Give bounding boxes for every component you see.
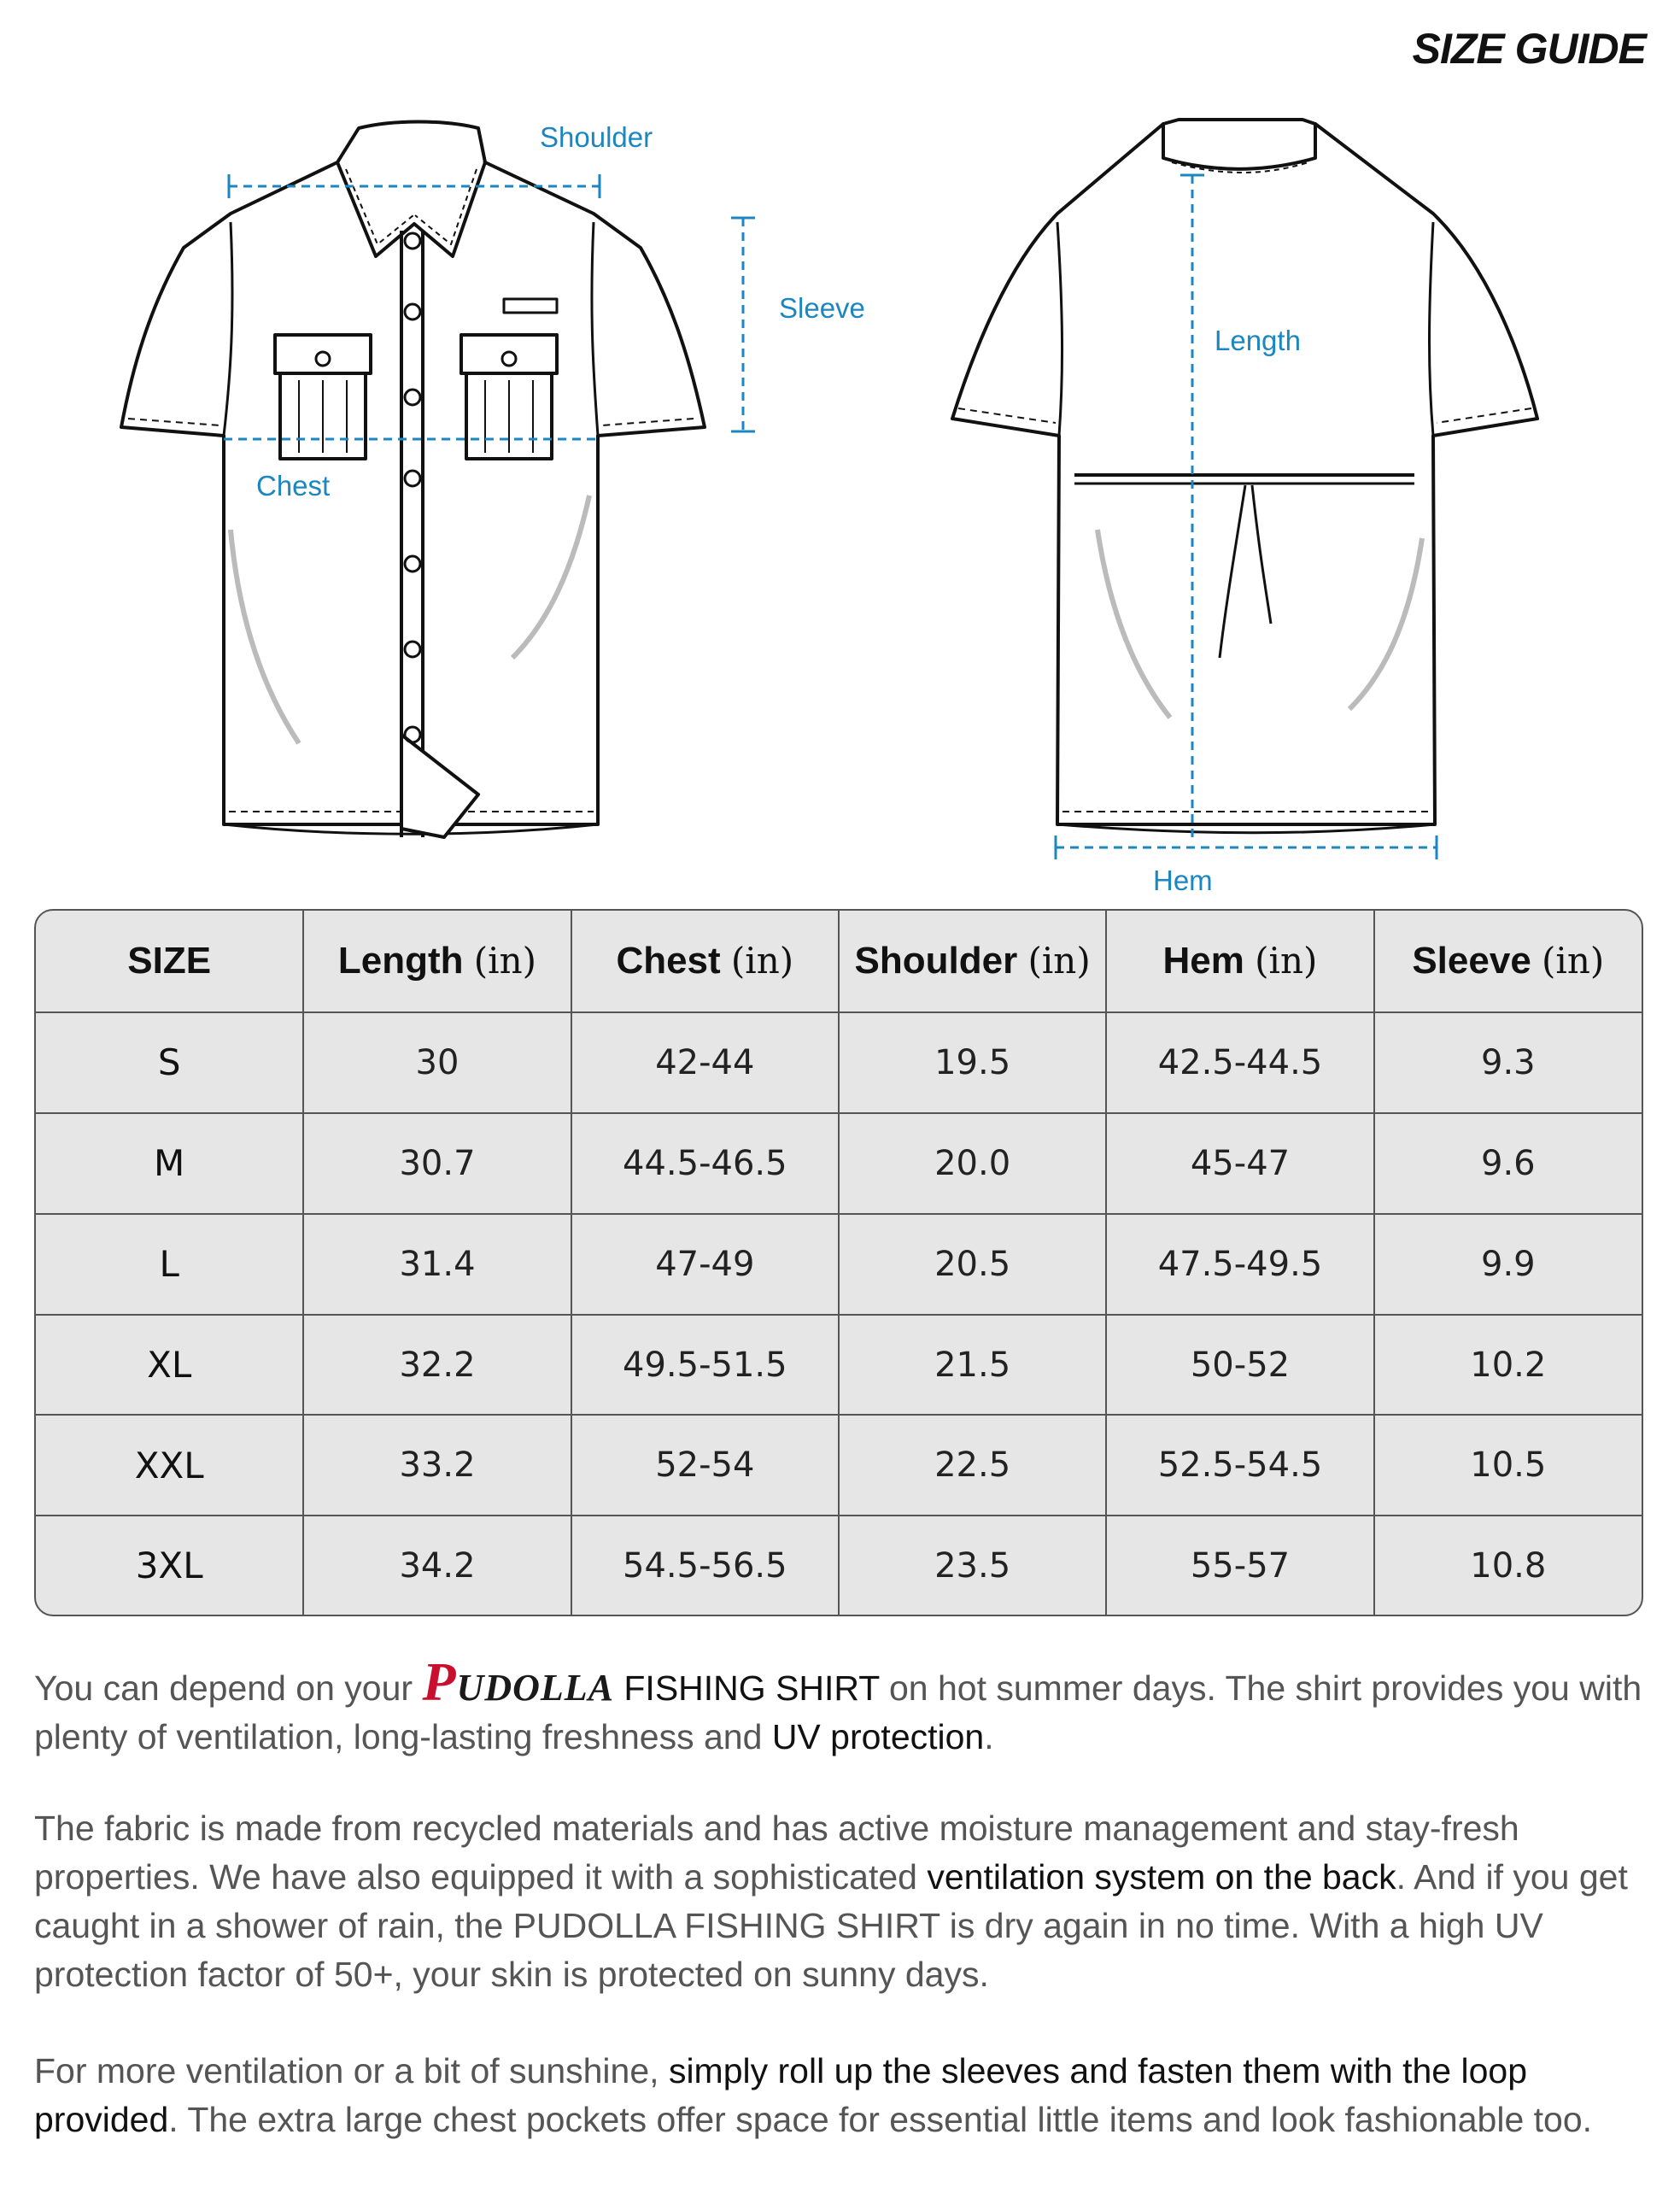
- shoulder-cell: 20.5: [839, 1214, 1106, 1315]
- length-cell: 32.2: [303, 1315, 571, 1416]
- sleeve-label: Sleeve: [779, 292, 865, 324]
- size-cell: L: [36, 1214, 303, 1315]
- hem-cell: 52.5-54.5: [1106, 1415, 1373, 1516]
- chest-label: Chest: [256, 470, 331, 501]
- table-row: [36, 1113, 1642, 1214]
- shoulder-label: Shoulder: [540, 121, 653, 153]
- shoulder-cell: 22.5: [839, 1415, 1106, 1516]
- chest-cell: 54.5-56.5: [571, 1516, 839, 1615]
- sleeve-cell: 10.8: [1470, 1545, 1547, 1586]
- size-cell: XL: [36, 1315, 303, 1416]
- shoulder-cell: 19.5: [839, 1012, 1106, 1113]
- front-shirt-illustration: [121, 122, 705, 838]
- chest-cell: 47-49: [571, 1214, 839, 1315]
- back-shirt-illustration: [952, 120, 1537, 833]
- shoulder-cell: 21.5: [839, 1315, 1106, 1416]
- table-row: [36, 1415, 1642, 1516]
- hem-cell: 47.5-49.5: [1106, 1214, 1373, 1315]
- size-cell: 3XL: [36, 1516, 303, 1615]
- hem-cell: 55-57: [1106, 1516, 1373, 1615]
- header-shoulder: Shoulder (in): [839, 911, 1106, 1012]
- header-hem: Hem (in): [1106, 911, 1373, 1012]
- description-paragraph-1: You can depend on your PUDOLLA FISHING SHIRT on hot summer days. The shirt provides you with plenty of ventilation, long-lasting freshness and UV protection.: [34, 1651, 1642, 1756]
- shirt-measurement-diagram: [0, 94, 1680, 906]
- length-label: Length: [1215, 325, 1301, 356]
- hem-label: Hem: [1153, 865, 1213, 896]
- hem-cell: 50-52: [1106, 1315, 1373, 1416]
- sleeve-cell: 9.6: [1374, 1113, 1642, 1214]
- table-row: [36, 1315, 1642, 1416]
- chest-cell: 49.5-51.5: [571, 1315, 839, 1416]
- length-cell: 33.2: [303, 1415, 571, 1516]
- hem-cell: 45-47: [1106, 1113, 1373, 1214]
- table-row: [36, 1516, 1642, 1615]
- table-row: [36, 1214, 1642, 1315]
- hem-cell: 42.5-44.5: [1106, 1012, 1373, 1113]
- sleeve-cell: 10.5: [1374, 1415, 1642, 1516]
- description-paragraph-2: The fabric is made from recycled materials and has active moisture management and stay-fresh properties. We have also equipped it with a sophisticated ventilation system on the back. And if you get caught in a shower of rain, the PUDOLLA FISHING SHIRT is dry again in no time. With a high UV protection factor of 50+, your skin is protected on sunny days.: [34, 1809, 1628, 1994]
- size-cell: M: [36, 1113, 303, 1214]
- header-size: SIZE: [36, 911, 303, 1012]
- sleeve-cell: 9.9: [1374, 1214, 1642, 1315]
- length-cell: 30: [303, 1012, 571, 1113]
- shoulder-cell: 20.0: [839, 1113, 1106, 1214]
- chest-cell: 44.5-46.5: [571, 1113, 839, 1214]
- table-header-row: [36, 911, 1642, 1012]
- header-sleeve: Sleeve (in): [1374, 911, 1642, 1012]
- size-chart-table: [34, 909, 1643, 1616]
- sleeve-cell: 10.2: [1374, 1315, 1642, 1416]
- length-cell: 34.2: [303, 1516, 571, 1615]
- brand-logo: PUDOLLA: [422, 1651, 614, 1712]
- header-length: Length (in): [303, 911, 571, 1012]
- shoulder-cell: 23.5: [839, 1516, 1106, 1615]
- header-chest: Chest (in): [571, 911, 839, 1012]
- length-cell: 30.7: [303, 1113, 571, 1214]
- description-paragraph-3: For more ventilation or a bit of sunshine, simply roll up the sleeves and fasten them with the loop provided. The extra large chest pockets offer space for essential little items and look fashionable too.: [34, 2051, 1593, 2139]
- size-cell: XXL: [36, 1415, 303, 1516]
- size-cell: S: [36, 1012, 303, 1113]
- table-row: [36, 1012, 1642, 1113]
- page-title: SIZE GUIDE: [1412, 25, 1646, 73]
- length-cell: 31.4: [303, 1214, 571, 1315]
- chest-cell: 42-44: [571, 1012, 839, 1113]
- chest-cell: 52-54: [571, 1415, 839, 1516]
- sleeve-cell: 9.3: [1374, 1012, 1642, 1113]
